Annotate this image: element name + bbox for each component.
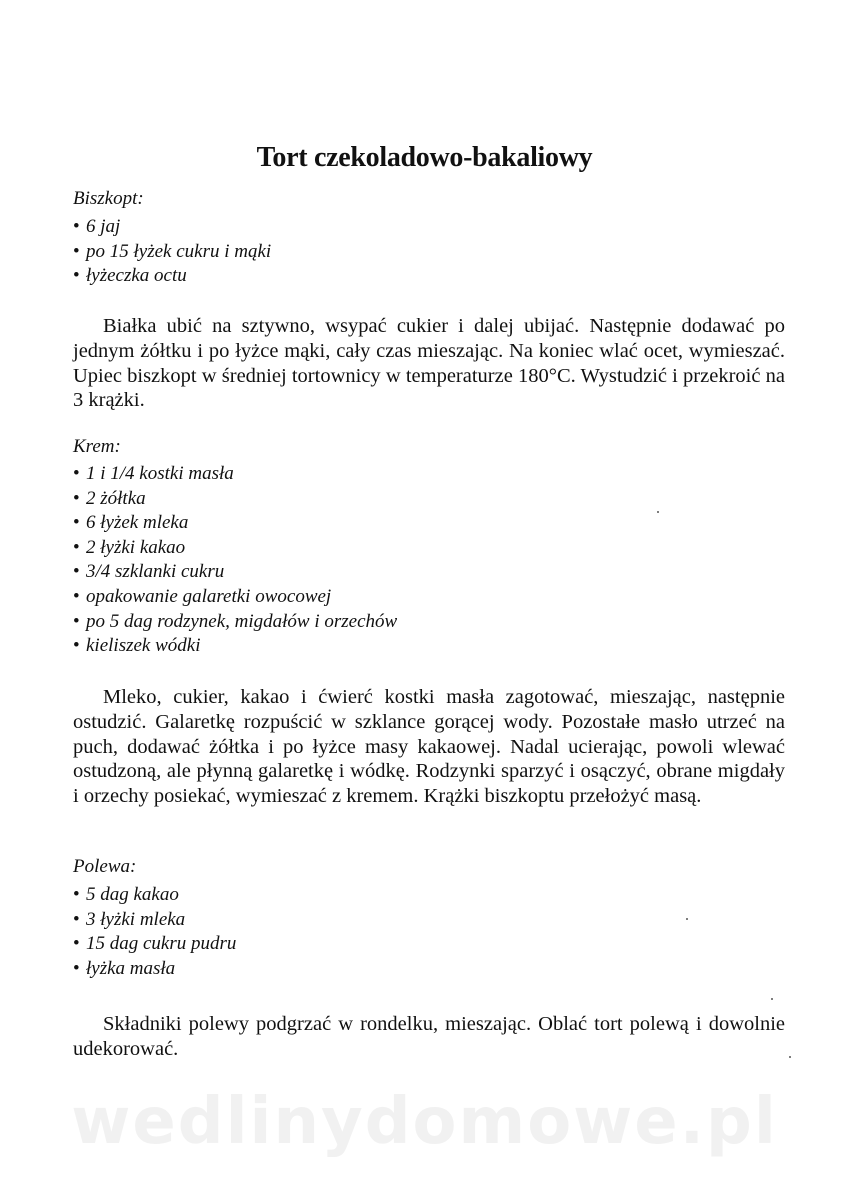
ingredient-item: • opakowanie galaretki owocowej: [73, 585, 397, 610]
instructions-biszkopt: Białka ubić na sztywno, wsypać cukier i dalej ubijać. Następnie dodawać po jednym żółtku i po łyżce mąki, cały czas mieszając. Na koniec wlać ocet, wymieszać. Upiec biszkopt w średniej tortownicy w temperaturze 180°C. Wystudzić i przekroić na 3 krążki.: [73, 315, 785, 412]
bullet: •: [73, 610, 80, 632]
bullet: •: [73, 216, 80, 237]
bullet: •: [73, 561, 80, 583]
ingredient-item: • 6 jaj: [73, 215, 271, 240]
bullet: •: [73, 957, 80, 979]
ingredient-item: • 2 żółtka: [73, 487, 397, 512]
ingredient-list-polewa: [73, 883, 236, 981]
scan-speck: [789, 1056, 791, 1058]
watermark: wedlinydomowe.pl: [71, 1085, 778, 1159]
ingredient-item: • po 15 łyżek cukru i mąki: [73, 240, 271, 265]
scan-speck: [771, 998, 773, 1000]
ingredient-list-krem: [73, 462, 397, 659]
instructions-krem: Mleko, cukier, kakao i ćwierć kostki masła zagotować, mieszając, następnie ostudzić. Galaretkę rozpuścić w szklance gorącej wody. Pozostałe masło utrzeć na puch, dodawać żółtka i po łyżce masy kakaowej. Nadal ucierając, powoli wlewać ostudzoną, ale płynną galaretkę i wódkę. Rodzynki sparzyć i osączyć, obrane migdały i orzechy posiekać, wymieszać z kremem. Krążki biszkoptu przełożyć masą.: [73, 686, 785, 808]
ingredient-item: • 3/4 szklanki cukru: [73, 560, 397, 585]
bullet: •: [73, 265, 80, 287]
ingredient-item: • 1 i 1/4 kostki masła: [73, 462, 397, 487]
ingredient-item: • po 5 dag rodzynek, migdałów i orzechów: [73, 610, 397, 635]
bullet: •: [73, 463, 80, 484]
ingredient-list-biszkopt: [73, 215, 271, 289]
recipe-title: Tort czekoladowo-bakaliowy: [256, 142, 593, 173]
ingredient-item: • 6 łyżek mleka: [73, 511, 397, 536]
section-heading-polewa: Polewa:: [73, 856, 137, 877]
bullet: •: [73, 240, 80, 262]
bullet: •: [73, 933, 80, 955]
ingredient-item: • łyżka masła: [73, 957, 236, 982]
bullet: •: [73, 512, 80, 534]
ingredient-item: • 15 dag cukru pudru: [73, 932, 236, 957]
section-heading-krem: Krem:: [73, 436, 121, 457]
ingredient-item: • kieliszek wódki: [73, 634, 397, 659]
bullet: •: [73, 536, 80, 558]
ingredient-item: • łyżeczka octu: [73, 264, 271, 289]
ingredient-item: • 5 dag kakao: [73, 883, 236, 908]
bullet: •: [73, 487, 80, 509]
scan-speck: [657, 511, 659, 513]
scan-speck: [686, 918, 688, 920]
bullet: •: [73, 585, 80, 607]
bullet: •: [73, 635, 80, 657]
bullet: •: [73, 884, 80, 905]
section-heading-biszkopt: Biszkopt:: [73, 188, 144, 209]
ingredient-item: • 3 łyżki mleka: [73, 908, 236, 933]
ingredient-item: • 2 łyżki kakao: [73, 536, 397, 561]
bullet: •: [73, 908, 80, 930]
instructions-polewa: Składniki polewy podgrzać w rondelku, mieszając. Oblać tort polewą i dowolnie udekorować.: [73, 1013, 785, 1060]
